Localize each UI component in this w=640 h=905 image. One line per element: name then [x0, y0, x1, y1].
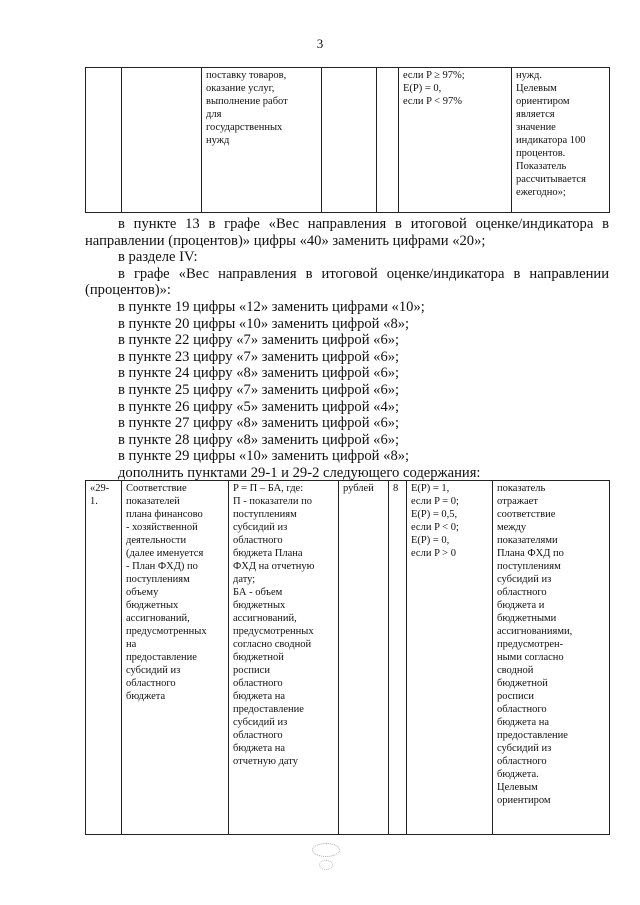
cell-formula: P = П – БА, где: П - показатели по поступлениям субсидий из областного бюджета Плана ФХД на отчетную дату; БА - объем бюджетных ассигнований, предусмотренных согласно сводной бюджетной росписи областного бюджета на предоставление субсидий из областного бюджета на отчетную дату: [229, 481, 339, 835]
cell-indicator-name: Соответствие показателей плана финансово - хозяйственной деятельности (далее именуется - План ФХД) по поступлениям объему бюджетных ассигнований, предусмотренных на предоставление субсидий из областного бюджета: [122, 481, 229, 835]
cell-evaluation: E(P) = 1, если P = 0; E(P) = 0,5, если P < 0; E(P) = 0, если P > 0: [407, 481, 493, 835]
body-text: [85, 216, 609, 482]
paragraph: в пункте 25 цифру «7» заменить цифрой «6»;: [118, 381, 400, 398]
cell-comment: показатель отражает соответствие между показателями Плана ФХД по поступлениям субсидий из областного бюджета и бюджетными ассигнованиями, предусмотрен- ными согласно сводной бюджетной росписи областного бюджета на предоставление субсидий из областного бюджета. Целевым ориентиром: [493, 481, 610, 835]
faint-stamp-mark: [319, 860, 333, 870]
paragraph: в пункте 24 цифру «8» заменить цифрой «6»;: [118, 365, 400, 382]
cell-weight: [377, 68, 399, 213]
table-continuation: [85, 67, 610, 213]
cell-indicator-name: [122, 68, 202, 213]
paragraph: в пункте 22 цифру «7» заменить цифрой «6»;: [118, 332, 400, 349]
faint-stamp-mark: [312, 843, 340, 857]
cell-number: «29-1.: [86, 481, 122, 835]
paragraph: в пункте 28 цифру «8» заменить цифрой «6»;: [118, 431, 400, 448]
paragraph: дополнить пунктами 29-1 и 29-2 следующего содержания:: [118, 464, 481, 481]
paragraph: в пункте 19 цифры «12» заменить цифрами «10»;: [118, 298, 425, 315]
cell-unit: [322, 68, 377, 213]
paragraph: в пункте 29 цифры «10» заменить цифрой «8»;: [118, 448, 410, 465]
cell-weight: 8: [389, 481, 407, 835]
paragraph: в пункте 20 цифры «10» заменить цифрой «8»;: [118, 315, 410, 332]
cell-number: [86, 68, 122, 213]
paragraph: в пункте 23 цифру «7» заменить цифрой «6»;: [118, 348, 400, 365]
paragraph: в пункте 13 в графе «Вес направления в итоговой оценке/индикатора в направлении (процентов)» цифры «40» заменить цифрами «20»;: [85, 216, 609, 249]
cell-evaluation: если P ≥ 97%; E(P) = 0, если P < 97%: [399, 68, 512, 213]
table-new-items: [85, 480, 610, 835]
paragraph: в пункте 27 цифру «8» заменить цифрой «6»;: [118, 415, 400, 432]
table-row: [86, 68, 610, 213]
table-row: [86, 481, 610, 835]
paragraph: в графе «Вес направления в итоговой оценке/индикатора в направлении (процентов)»:: [85, 265, 609, 299]
cell-unit: рублей: [339, 481, 389, 835]
cell-comment: нужд. Целевым ориентиром является значение индикатора 100 процентов. Показатель рассчитывается ежегодно»;: [512, 68, 610, 213]
cell-formula: поставку товаров, оказание услуг, выполнение работ для государственных нужд: [202, 68, 322, 213]
paragraph: в пункте 26 цифру «5» заменить цифрой «4»;: [118, 398, 400, 415]
paragraph: в разделе IV:: [118, 249, 198, 266]
page-number: 3: [316, 36, 324, 51]
